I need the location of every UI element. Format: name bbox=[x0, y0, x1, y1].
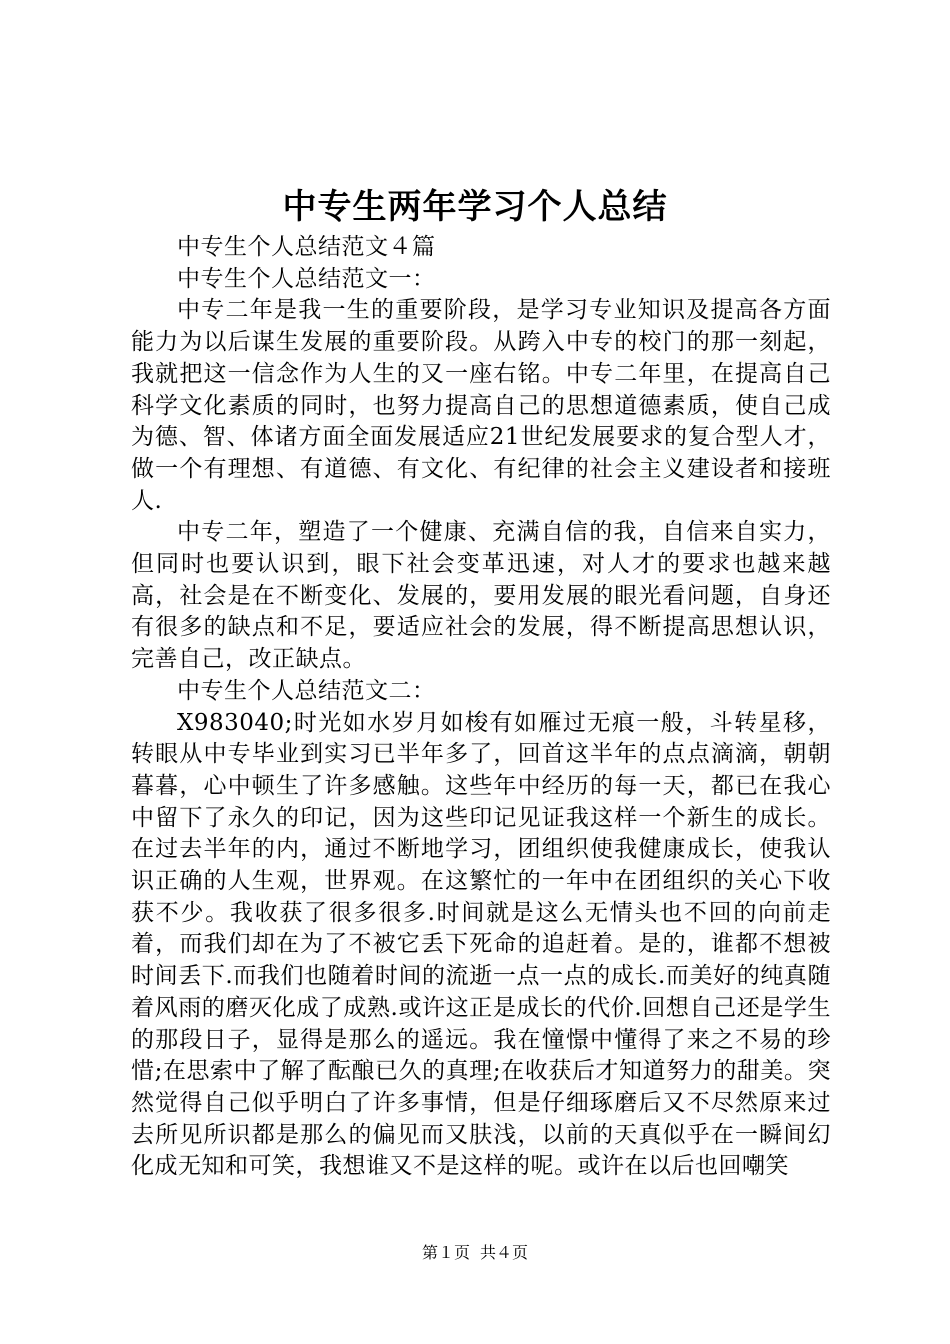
page-footer bbox=[0, 1242, 950, 1264]
paragraph: X983040;时光如水岁月如梭有如雁过无痕一般，斗转星移，转眼从中专毕业到实习已半年多了，回首这半年的点点滴滴，朝朝暮暮，心中顿生了许多感触。这些年中经历的每一天，都已在我心中留下了永久的印记，因为这些印记见证我这样一个新生的成长。在过去半年的内，通过不断地学习，团组织使我健康成长，使我认识正确的人生观，世界观。在这繁忙的一年中在团组织的关心下收获不少。我收获了很多很多.时间就是这么无情头也不回的向前走着，而我们却在为了不被它丢下死命的追赶着。是的，谁都不想被时间丢下.而我们也随着时间的流逝一点一点的成长.而美好的纯真随着风雨的磨灭化成了成熟.或许这正是成长的代价.回想自己还是学生的那段日子，显得是那么的遥远。我在憧憬中懂得了来之不易的珍惜;在思索中了解了酝酿已久的真理;在收获后才知道努力的甜美。突然觉得自己似乎明白了许多事情，但是仔细琢磨后又不尽然原来过去所见所识都是那么的偏见而又肤浅，以前的天真似乎在一瞬间幻化成无知和可笑，我想谁又不是这样的呢。或许在以后也回嘲笑 bbox=[131, 709, 831, 1180]
page-number: 第１页 bbox=[421, 1243, 470, 1262]
paragraph: 中专二年，塑造了一个健康、充满自信的我，自信来自实力，但同时也要认识到，眼下社会变革迅速，对人才的要求也越来越高，社会是在不断变化、发展的，要用发展的眼光看问题，自身还有很多的缺点和不足，要适应社会的发展，得不断提高思想认识，完善自己，改正缺点。 bbox=[131, 519, 831, 673]
paragraph-subtitle: 中专生个人总结范文４篇 bbox=[177, 234, 436, 260]
paragraph-heading-sample-one: 中专生个人总结范文一： bbox=[177, 265, 436, 292]
document-title: 中专生两年学习个人总结 bbox=[282, 187, 668, 227]
paragraph-heading-sample-two: 中专生个人总结范文二： bbox=[177, 677, 436, 704]
page-total: 共４页 bbox=[480, 1243, 529, 1262]
document-body bbox=[131, 232, 831, 1183]
paragraph: 中专二年是我一生的重要阶段，是学习专业知识及提高各方面能力为以后谋生发展的重要阶段。从跨入中专的校门的那一刻起，我就把这一信念作为人生的又一座右铭。中专二年里，在提高自己科学文化素质的同时，也努力提高自己的思想道德素质，使自己成为德、智、体诸方面全面发展适应21世纪发展要求的复合型人才，做一个有理想、有道德、有文化、有纪律的社会主义建设者和接班人. bbox=[131, 297, 831, 514]
